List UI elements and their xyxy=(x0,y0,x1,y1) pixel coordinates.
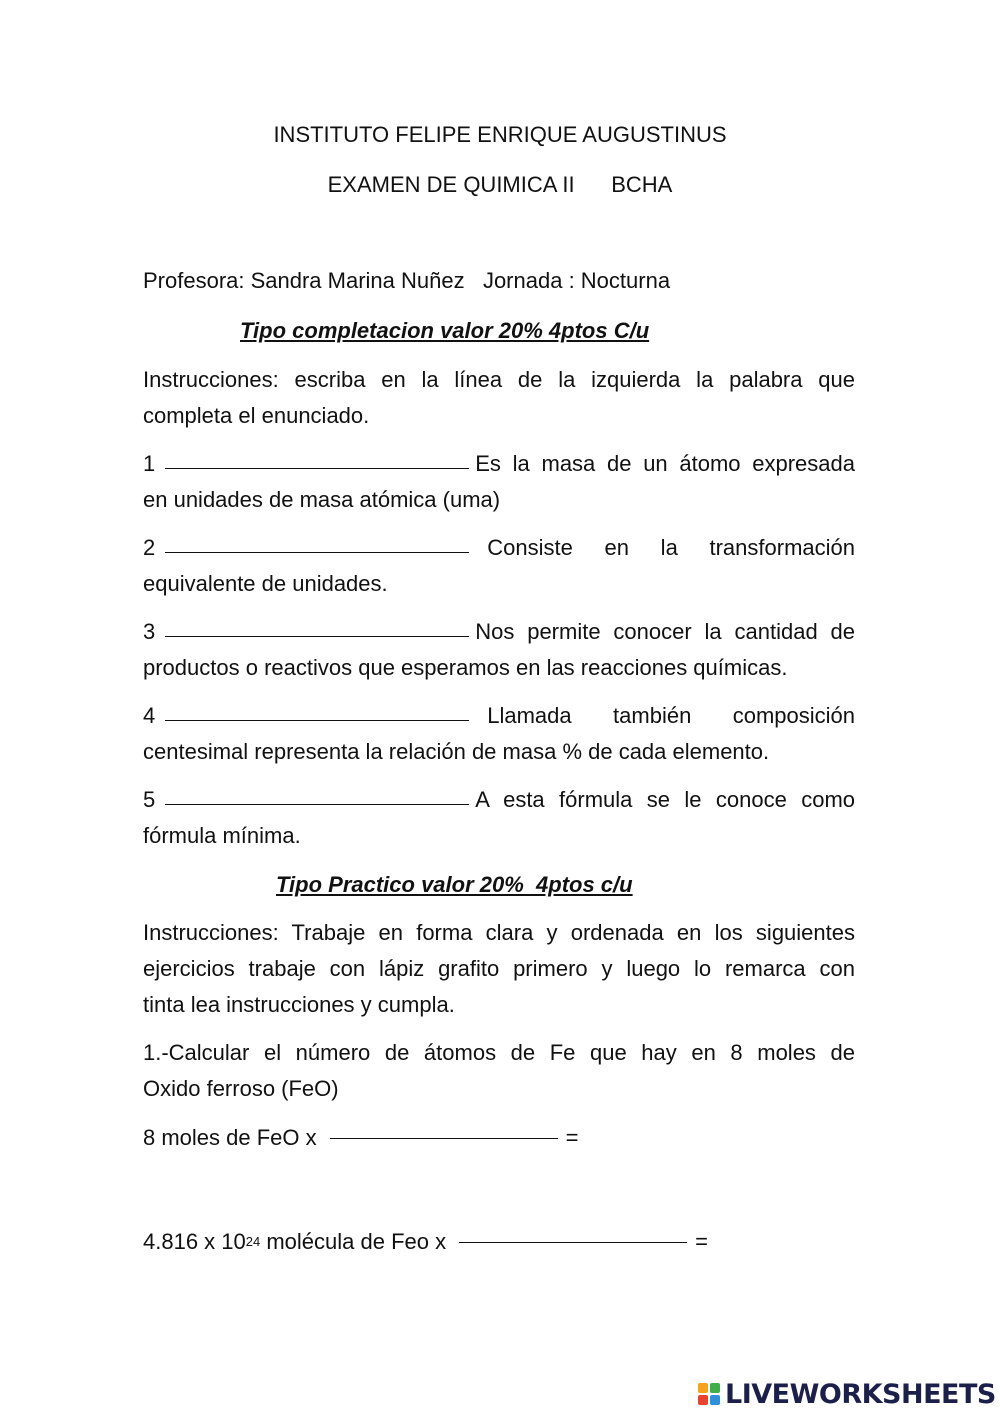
question-text-line1: A esta fórmula se le conoce como xyxy=(475,787,855,812)
question-item-3 xyxy=(143,619,855,645)
question-text-line1: Llamada también composición xyxy=(487,703,855,728)
section2-instructions-line1: Instrucciones: Trabaje en forma clara y ordenada en los siguientes xyxy=(143,920,855,945)
section2-heading: Tipo Practico valor 20% 4ptos c/u xyxy=(276,872,633,897)
question-text-line2: fórmula mínima. xyxy=(143,823,301,848)
question-item-2 xyxy=(143,535,855,561)
question-text-line2: productos o reactivos que esperamos en las reacciones químicas. xyxy=(143,655,788,680)
step2-base: 4.816 x 10 xyxy=(143,1229,246,1254)
exercise-line2: Oxido ferroso (FeO) xyxy=(143,1076,339,1101)
institute-title: INSTITUTO FELIPE ENRIQUE AUGUSTINUS xyxy=(273,122,727,147)
section2-instructions-line3: tinta lea instrucciones y cumpla. xyxy=(143,992,455,1017)
liveworksheets-logo xyxy=(697,1379,996,1409)
answer-blank-2[interactable] xyxy=(165,527,469,553)
logo-text: LIVEWORKSHEETS xyxy=(725,1378,996,1410)
answer-blank-1[interactable] xyxy=(165,443,469,469)
question-number: 5 xyxy=(143,787,156,812)
question-text-line1: Consiste en la transformación xyxy=(487,535,855,560)
question-number: 2 xyxy=(143,535,156,560)
section1-instructions-line2: completa el enunciado. xyxy=(143,403,370,428)
question-text-line2: equivalente de unidades. xyxy=(143,571,388,596)
step1-equals: = xyxy=(565,1125,579,1150)
question-number: 3 xyxy=(143,619,156,644)
section2-instructions-line2: ejercicios trabaje con lápiz grafito primero y luego lo remarca con xyxy=(143,956,855,981)
step1-prefix: 8 moles de FeO x xyxy=(143,1125,317,1150)
question-text-line1: Nos permite conocer la cantidad de xyxy=(475,619,855,644)
question-text-line2: centesimal representa la relación de masa % de cada elemento. xyxy=(143,739,770,764)
question-item-4 xyxy=(143,703,855,729)
question-text-line2: en unidades de masa atómica (uma) xyxy=(143,487,501,512)
calculation-step-1 xyxy=(143,1125,855,1151)
question-text-line1: Es la masa de un átomo expresada xyxy=(475,451,855,476)
question-number: 4 xyxy=(143,703,156,728)
answer-blank-4[interactable] xyxy=(165,695,469,721)
exam-title: EXAMEN DE QUIMICA II BCHA xyxy=(327,172,673,197)
fraction-line-1[interactable] xyxy=(330,1138,558,1139)
calculation-step-2: 4.816 x 10 24 molécula de Feo x = xyxy=(143,1229,708,1254)
exercise-line1: 1.-Calcular el número de átomos de Fe que hay en 8 moles de xyxy=(143,1040,855,1065)
question-number: 1 xyxy=(143,451,156,476)
fraction-line-2[interactable] xyxy=(459,1242,687,1243)
teacher-line: Profesora: Sandra Marina Nuñez Jornada : Nocturna xyxy=(143,268,671,293)
section1-instructions-line1: Instrucciones: escriba en la línea de la izquierda la palabra que xyxy=(143,367,855,392)
question-item-1 xyxy=(143,451,855,477)
answer-blank-5[interactable] xyxy=(165,779,469,805)
step2-equals: = xyxy=(695,1229,708,1254)
answer-blank-3[interactable] xyxy=(165,611,469,637)
liveworksheets-logo-icon xyxy=(697,1382,721,1406)
question-item-5 xyxy=(143,787,855,813)
step2-rest: molécula de Feo x xyxy=(260,1229,447,1254)
section1-heading: Tipo completacion valor 20% 4ptos C/u xyxy=(240,318,650,343)
